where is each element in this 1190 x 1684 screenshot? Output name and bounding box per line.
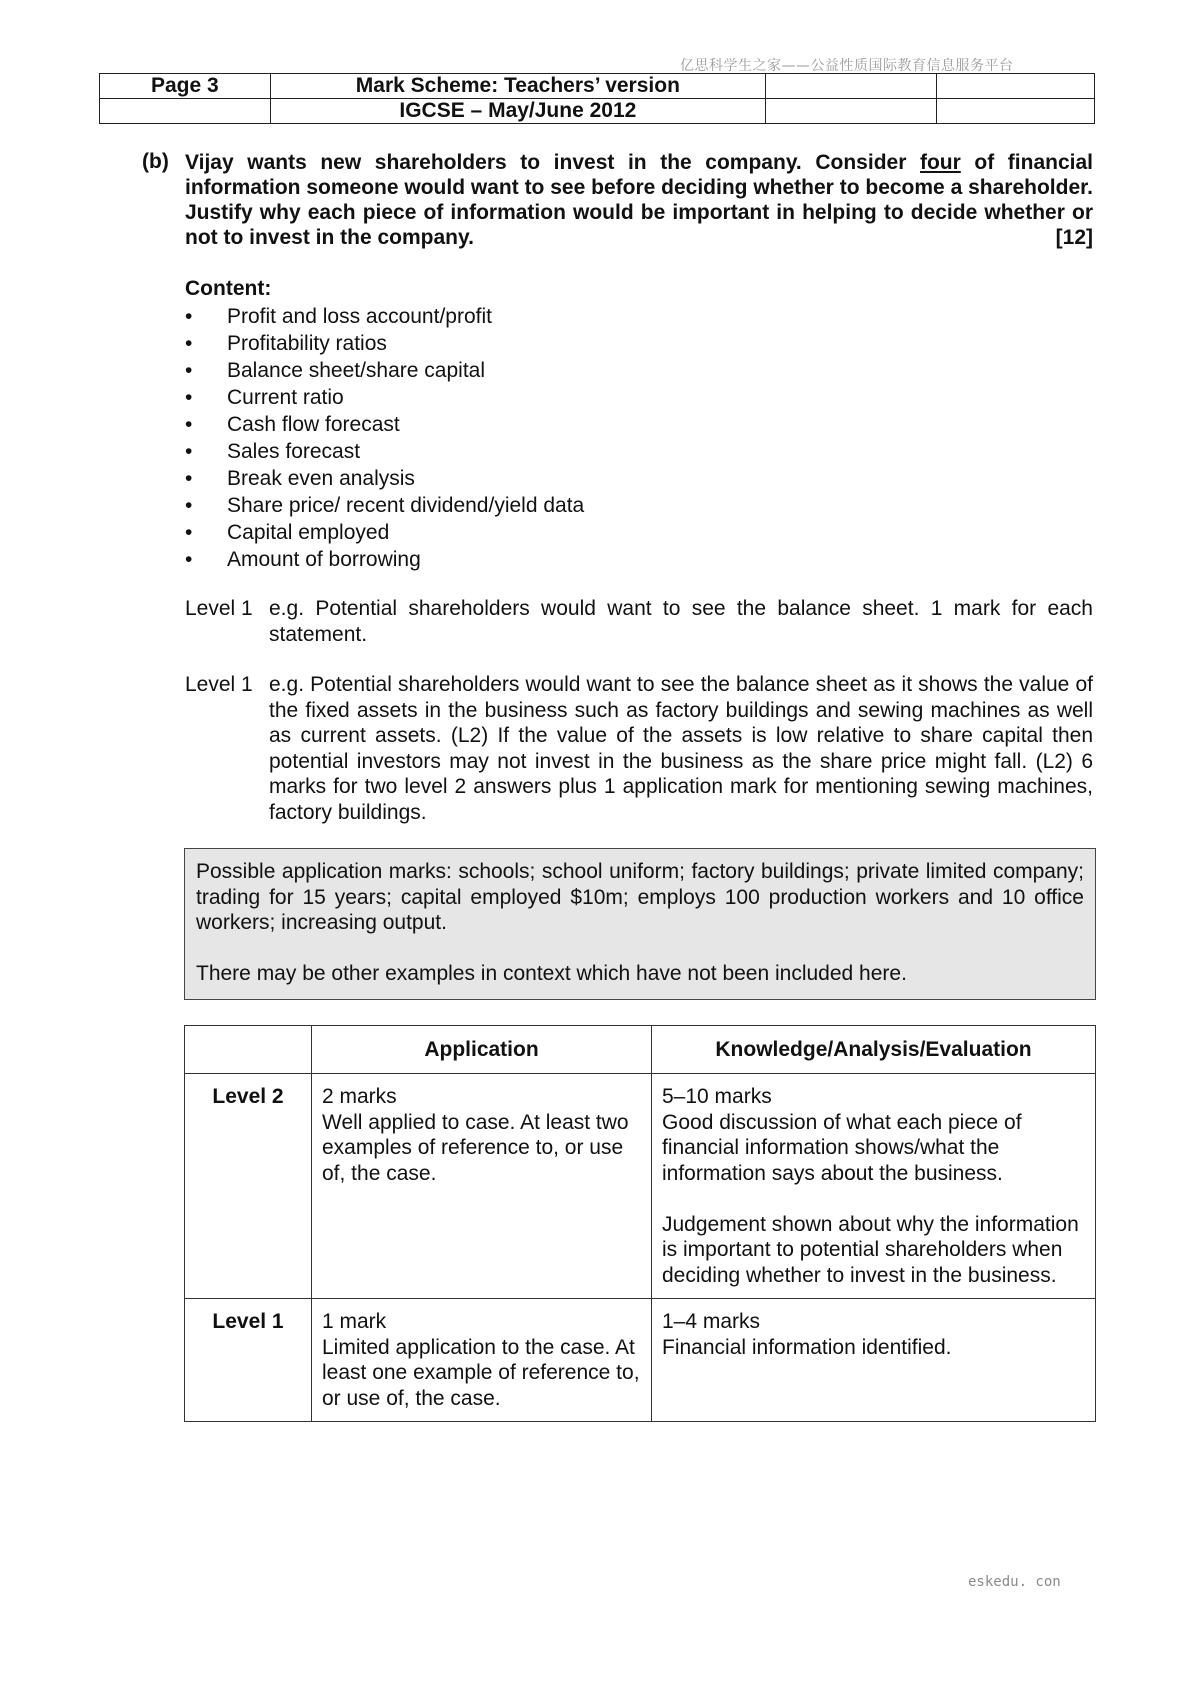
header-subtitle: IGCSE – May/June 2012 — [270, 99, 766, 124]
table-row — [185, 1299, 1096, 1422]
table-header-empty — [185, 1026, 312, 1074]
kae-cell — [652, 1074, 1096, 1299]
list-item: • Balance sheet/share capital — [185, 357, 584, 384]
table-header-application: Application — [312, 1026, 652, 1074]
kae-marks: 1–4 marks — [662, 1310, 761, 1333]
app-marks: 2 marks — [322, 1085, 397, 1108]
application-marks-text: Possible application marks: schools; school uniform; factory buildings; private limited company; trading for 15 years; capital employed $10m; employs 100 production workers and 10 office workers; increasing output. — [196, 860, 1084, 934]
watermark-top: 亿思科学生之家——公益性质国际教育信息服务平台 — [680, 58, 1014, 74]
level-label: Level 1 — [185, 597, 253, 620]
list-item: • Share price/ recent dividend/yield data — [185, 492, 584, 519]
table-header-kae: Knowledge/Analysis/Evaluation — [652, 1026, 1096, 1074]
header-empty-cell — [100, 99, 271, 124]
row-level: Level 1 — [185, 1299, 312, 1422]
kae-marks: 5–10 marks — [662, 1085, 772, 1108]
kae-text-judgement: Judgement shown about why the information is important to potential shareholders when deciding whether to invest in the business. — [662, 1212, 1079, 1287]
level-example-2 — [185, 672, 1093, 825]
question-text-after: of financial information someone would want to see before deciding whether to become a shareholder. Justify why each piece of information would be important in helping to decide whether or not to invest in the company. — [185, 151, 1093, 249]
application-cell — [312, 1299, 652, 1422]
list-item: • Cash flow forecast — [185, 411, 584, 438]
level-text: e.g. Potential shareholders would want to see the balance sheet. 1 mark for each statement. — [269, 597, 1093, 646]
app-marks: 1 mark — [322, 1310, 387, 1333]
question-marks: [12] — [1055, 226, 1093, 249]
application-marks-box — [184, 848, 1096, 1000]
app-text: Well applied to case. At least two examples of reference to, or use of, the case. — [322, 1110, 629, 1185]
level-label: Level 1 — [185, 673, 253, 696]
header-empty-cell — [766, 99, 936, 124]
application-note: There may be other examples in context which have not been included here. — [196, 962, 907, 985]
kae-text: Financial information identified. — [662, 1335, 952, 1359]
header-table — [99, 73, 1095, 124]
kae-text: Good discussion of what each piece of financial information shows/what the information says about the business. — [662, 1110, 1022, 1185]
list-item: • Capital employed — [185, 519, 584, 546]
level-example-1 — [185, 596, 1093, 647]
table-row — [185, 1074, 1096, 1299]
list-item: • Break even analysis — [185, 465, 584, 492]
list-item: • Amount of borrowing — [185, 546, 584, 573]
question-underlined-word: four — [919, 151, 961, 174]
header-empty-cell — [936, 74, 1094, 99]
marks-table — [184, 1025, 1096, 1422]
list-item: • Sales forecast — [185, 438, 584, 465]
question-label: (b) — [142, 150, 169, 173]
content-heading: Content: — [185, 277, 272, 300]
list-item: • Profitability ratios — [185, 330, 584, 357]
content-list — [185, 303, 584, 573]
question-text-before: Vijay wants new shareholders to invest in the company. Consider — [185, 151, 920, 174]
application-cell — [312, 1074, 652, 1299]
question-text — [185, 150, 1093, 250]
header-page: Page 3 — [100, 74, 271, 99]
watermark-bottom: eskedu. con — [968, 1574, 1061, 1590]
row-level: Level 2 — [185, 1074, 312, 1299]
header-empty-cell — [936, 99, 1094, 124]
header-empty-cell — [766, 74, 936, 99]
header-title: Mark Scheme: Teachers’ version — [270, 74, 766, 99]
list-item: • Profit and loss account/profit — [185, 303, 584, 330]
app-text: Limited application to the case. At least one example of reference to, or use of, the case. — [322, 1335, 640, 1410]
kae-cell — [652, 1299, 1096, 1422]
list-item: • Current ratio — [185, 384, 584, 411]
level-text: e.g. Potential shareholders would want to see the balance sheet as it shows the value of the fixed assets in the business such as factory buildings and sewing machines as well as current assets. (L2) If the value of the assets is low relative to share capital then potential investors may not invest in the business as the share price might fall. (L2) 6 marks for two level 2 answers plus 1 application mark for mentioning sewing machines, factory buildings. — [269, 673, 1093, 824]
